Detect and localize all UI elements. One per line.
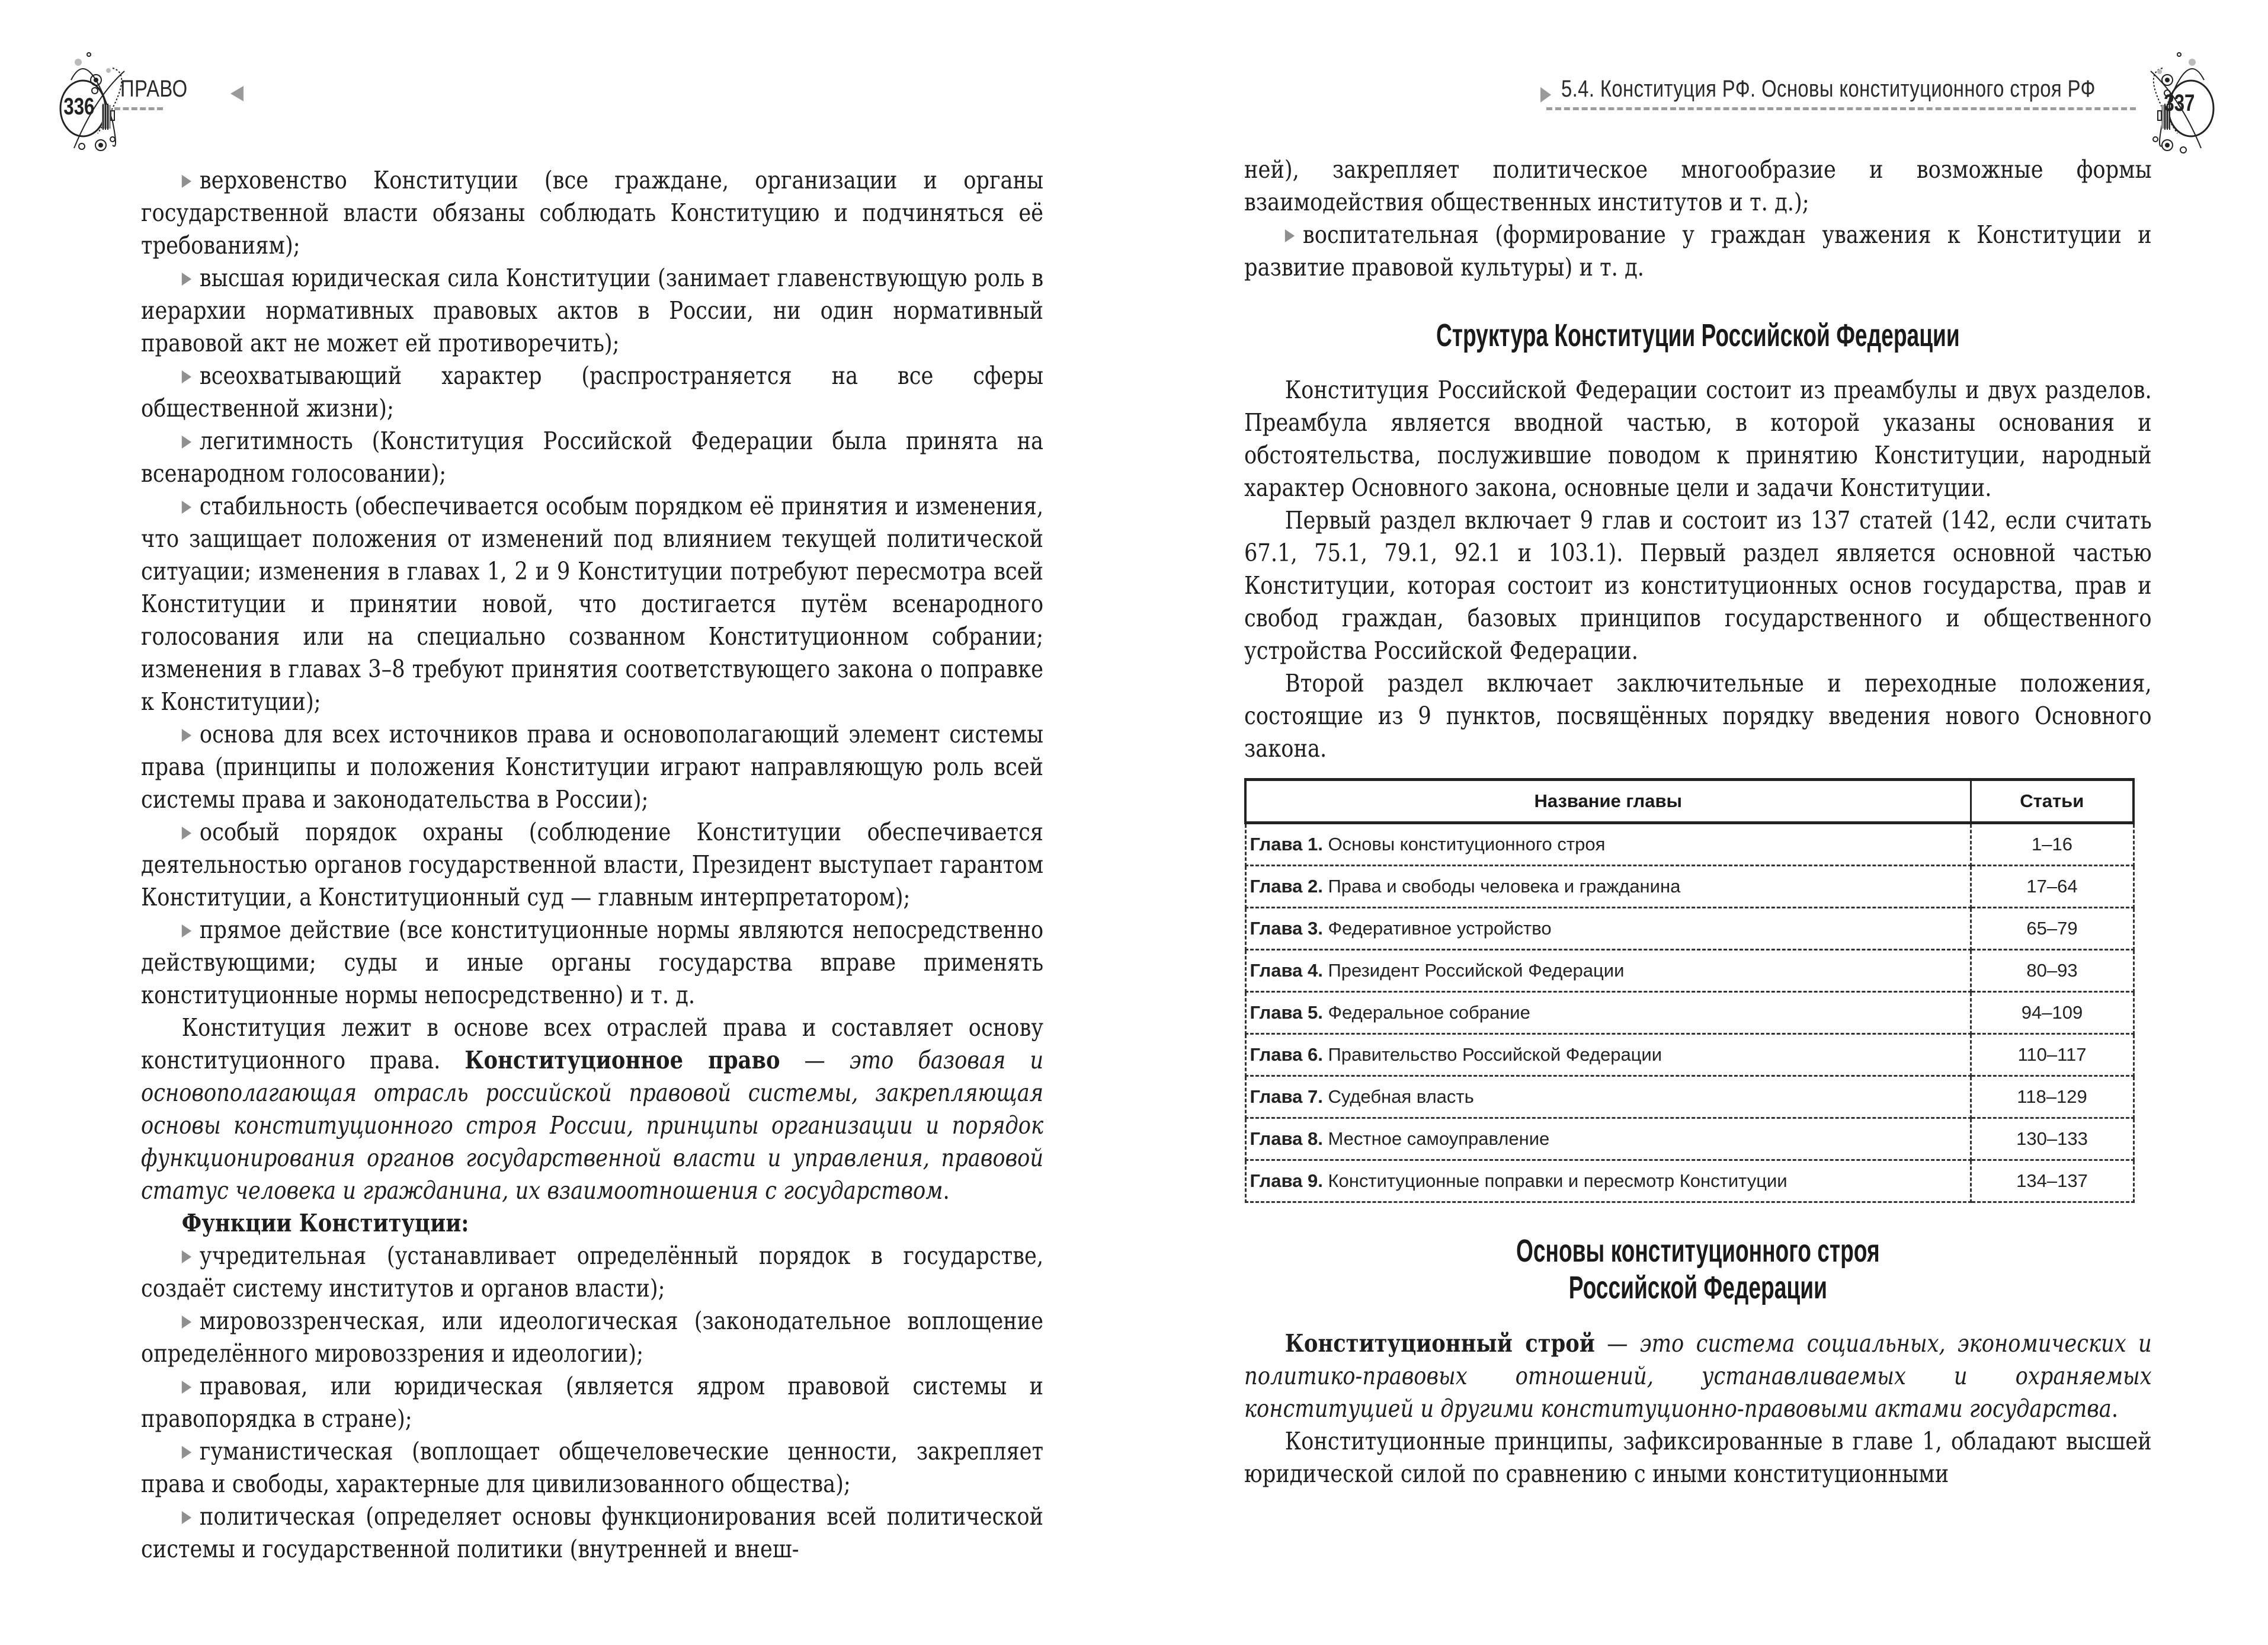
chapter-title: Судебная власть <box>1328 1086 1474 1107</box>
chapter-title: Местное самоуправление <box>1328 1128 1550 1149</box>
list-item: легитимность (Конституция Российской Федерации была принята на всенародном голосовании); <box>141 427 1044 488</box>
chapter-cell <box>1245 950 1971 992</box>
table-row <box>1245 866 2134 908</box>
chapter-number: Глава 5. <box>1250 1002 1323 1023</box>
chapter-cell <box>1245 1076 1971 1118</box>
right-column-top <box>1244 153 2152 765</box>
page-number: 337 <box>2164 90 2195 116</box>
chapter-cell <box>1245 1034 1971 1076</box>
list-item: высшая юридическая сила Конституции (занимает главенствующую роль в иерархии нормативных правовых актов в России, ни один нормативный правовой акт не может ей противоречить); <box>141 264 1044 357</box>
running-header: ПРАВО <box>120 76 188 102</box>
bullet-triangle-icon <box>182 436 191 449</box>
articles-cell: 134–137 <box>1971 1160 2134 1202</box>
bullet-triangle-icon <box>182 1250 191 1263</box>
paragraph: Первый раздел включает 9 глав и состоит из 137 статей (142, если считать 67.1, 75.1, 79.1, 92.1 и 103.1). Первый раздел является основной частью Конституции, которая состоит из конституционных основ государства, прав и свобод граждан, базовых принципов государственного и общественного устройства Российской Федерации. <box>1244 506 2152 665</box>
table-row <box>1245 1076 2134 1118</box>
bullet-triangle-icon <box>182 729 191 742</box>
functions-heading: Функции Конституции: <box>181 1209 469 1237</box>
chapter-number: Глава 1. <box>1250 834 1323 854</box>
table-row <box>1245 1160 2134 1202</box>
paragraph: Конституционные принципы, зафиксированные в главе 1, обладают высшей юридической силой по сравнению с иными конституционными <box>1244 1427 2152 1488</box>
bullet-triangle-icon <box>182 1381 191 1394</box>
bullet-triangle-icon <box>182 273 191 286</box>
table-row <box>1245 992 2134 1034</box>
chapter-title: Правительство Российской Федерации <box>1328 1044 1662 1065</box>
table-row <box>1245 950 2134 992</box>
right-column-bottom <box>1244 1233 2152 1490</box>
table-row <box>1245 1034 2134 1076</box>
articles-cell: 65–79 <box>1971 908 2134 950</box>
continued-text: ней), закрепляет политическое многообразие и возможные формы взаимодействия общественных институтов и т. д.); <box>1244 155 2152 216</box>
list-item: верховенство Конституции (все граждане, организации и органы государственной власти обязаны соблюдать Конституцию и подчиняться её требованиям); <box>141 166 1044 260</box>
articles-cell: 94–109 <box>1971 992 2134 1034</box>
articles-cell: 80–93 <box>1971 950 2134 992</box>
articles-cell: 17–64 <box>1971 866 2134 908</box>
bullet-triangle-icon <box>182 1316 191 1329</box>
section-heading-structure: Структура Конституции Российской Федерации <box>1436 318 1960 353</box>
list-item: основа для всех источников права и основополагающий элемент системы права (принципы и положения Конституции играют направляющую роль всей системы права и законодательства в России); <box>141 720 1044 814</box>
articles-cell: 110–117 <box>1971 1034 2134 1076</box>
page-number: 336 <box>63 94 95 120</box>
column-header-articles: Статьи <box>1971 780 2134 823</box>
chapter-number: Глава 2. <box>1250 876 1323 897</box>
chapter-cell <box>1245 1160 1971 1202</box>
bullet-triangle-icon <box>1285 229 1295 242</box>
list-item: стабильность (обеспечивается особым порядком её принятия и изменения, что защищает положения от изменений под влиянием текущей политической ситуации; изменения в главах 1, 2 и 9 Конституции потребуют пересмотра всей Конституции и принятии новой, что достигается путём всенародного голосования или на специально созванном Конституционном собрании; изменения в главах 3–8 требуют принятия соответствующего закона о поправке к Конституции); <box>141 492 1044 716</box>
left-column <box>141 164 1043 1566</box>
definition-paragraph: Конституция лежит в основе всех отраслей права и составляет основу конституционного права. Конституционное право — это базовая и основополагающая отрасль российской правовой системы, закрепляющая основы конституционного строя России, принципы организации и порядок функционирования органов государственной власти и управления, правовой статус человека и гражданина, их взаимоотношения с государством. <box>141 1013 1044 1205</box>
section-heading-foundations: Основы конституционного строя Российской Федерации <box>1516 1233 1880 1305</box>
list-item: всеохватывающий характер (распространяется на все сферы общественной жизни); <box>141 361 1044 423</box>
chapter-cell <box>1245 908 1971 950</box>
defined-term: Конституционный строй <box>1284 1329 1595 1358</box>
table-header-row <box>1245 780 2134 823</box>
chapter-number: Глава 9. <box>1250 1170 1323 1191</box>
bullet-triangle-icon <box>182 1511 191 1524</box>
list-item: учредительная (устанавливает определённый порядок в государстве, создаёт систему институтов и органов власти); <box>141 1241 1044 1302</box>
definition-text: это система социальных, экономических и политико-правовых отношений, устанавливаемых и охраняемых конституцией и другими конституционно-правовыми актами государства <box>1244 1329 2152 1423</box>
bullet-triangle-icon <box>182 827 191 840</box>
chapter-number: Глава 6. <box>1250 1044 1323 1065</box>
chapter-title: Конституционные поправки и пересмотр Конституции <box>1328 1170 1788 1191</box>
list-item: мировоззренческая, или идеологическая (законодательное воплощение определённого мировоззрения и идеологии); <box>141 1307 1044 1368</box>
chapter-title: Права и свободы человека и гражданина <box>1328 876 1681 897</box>
bullet-triangle-icon <box>182 175 191 188</box>
table-row <box>1245 1118 2134 1160</box>
definition-text: это базовая и основополагающая отрасль российской правовой системы, закрепляющая основы конституционного строя России, принципы организации и порядок функционирования органов государственной власти и управления, правовой статус человека и гражданина, их взаимоотношения с государством <box>141 1046 1044 1205</box>
table-row <box>1245 823 2134 866</box>
chapter-cell <box>1245 992 1971 1034</box>
articles-cell: 1–16 <box>1971 823 2134 866</box>
chapters-table <box>1244 778 2135 1203</box>
header-dashed-rule <box>1546 107 2136 110</box>
chapter-number: Глава 7. <box>1250 1086 1323 1107</box>
chapter-title: Основы конституционного строя <box>1328 834 1606 854</box>
paragraph: Второй раздел включает заключительные и переходные положения, состоящие из 9 пунктов, посвящённых порядку введения нового Основного закона. <box>1244 669 2152 763</box>
definition-paragraph: Конституционный строй — это система социальных, экономических и политико-правовых отношений, устанавливаемых и охраняемых конституцией и другими конституционно-правовыми актами государства. <box>1244 1329 2152 1423</box>
chapter-cell <box>1245 866 1971 908</box>
bullet-triangle-icon <box>182 924 191 937</box>
list-item: правовая, или юридическая (является ядром правовой системы и правопорядка в стране); <box>141 1372 1044 1433</box>
list-item: политическая (определяет основы функционирования всей политической системы и государственной политики (внутренней и внеш- <box>141 1502 1044 1563</box>
chapter-number: Глава 4. <box>1250 960 1323 981</box>
chapter-cell <box>1245 1118 1971 1160</box>
chapter-title: Федеративное устройство <box>1328 918 1552 939</box>
chapter-title: Федеральное собрание <box>1328 1002 1530 1023</box>
header-dashed-rule <box>114 107 163 110</box>
table-row <box>1245 908 2134 950</box>
list-item: воспитательная (формирование у граждан уважения к Конституции и развитие правовой культуры) и т. д. <box>1244 220 2152 281</box>
list-item: прямое действие (все конституционные нормы являются непосредственно действующими; суды и иные органы государства вправе применять конституционные нормы непосредственно) и т. д. <box>141 916 1044 1009</box>
bullet-triangle-icon <box>182 1446 191 1459</box>
chapter-title: Президент Российской Федерации <box>1328 960 1625 981</box>
running-header: 5.4. Конституция РФ. Основы конституционного строя РФ <box>1561 76 2096 102</box>
column-header-chapter: Название главы <box>1245 780 1971 823</box>
paragraph: Конституция Российской Федерации состоит из преамбулы и двух разделов. Преамбула является вводной частью, в которой указаны основания и обстоятельства, послужившие поводом к принятию Конституции, народный характер Основного закона, основные цели и задачи Конституции. <box>1244 376 2152 502</box>
list-item: гуманистическая (воплощает общечеловеческие ценности, закрепляет права и свободы, характерные для цивилизованного общества); <box>141 1437 1044 1498</box>
chapter-number: Глава 8. <box>1250 1128 1323 1149</box>
chapter-cell <box>1245 823 1971 866</box>
bullet-triangle-icon <box>182 370 191 383</box>
list-item: особый порядок охраны (соблюдение Конституции обеспечивается деятельностью органов государственной власти, Президент выступает гарантом Конституции, а Конституционный суд — главным интерпретатором); <box>141 818 1044 911</box>
header-triangle-icon <box>1540 87 1551 103</box>
articles-cell: 130–133 <box>1971 1118 2134 1160</box>
header-triangle-icon <box>230 86 244 101</box>
defined-term: Конституционное право <box>465 1046 780 1074</box>
articles-cell: 118–129 <box>1971 1076 2134 1118</box>
chapter-number: Глава 3. <box>1250 918 1323 939</box>
bullet-triangle-icon <box>182 501 191 514</box>
